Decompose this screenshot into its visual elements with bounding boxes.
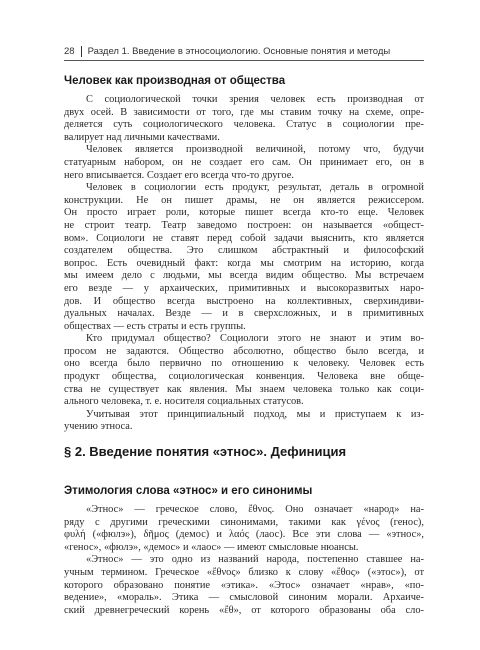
text-line: продукт общества, социологическая конвенция. Человека вне обще- [64,371,424,383]
text-line: ряду с другими греческими синонимами, такими как γένος (генос), [64,516,424,528]
paragraph [64,333,424,409]
paragraph [64,554,424,617]
running-header [64,46,424,57]
text-line: вом». Социологи не ставят перед собой задачи выяснить, кто является [64,232,424,244]
text-line: Человек является производной величиной, потому что, будучи [86,144,424,156]
text-line: ведение», «мораль». Этика — смысловой синоним морали. Архаиче- [64,592,424,604]
paragraph [64,504,424,554]
text-line: мы имеем дело с людьми, мы всегда видим общество. Мы встречаем [64,270,424,282]
chapter-section-heading: § 2. Введение понятия «этнос». Дефиниция [64,444,347,460]
text-line: учению этноса. [64,421,133,433]
text-line: Кто придумал общество? Социологи этого не знают и этим во- [86,333,424,345]
text-line: деляется суть социологического человека. Статус в социологии пре- [64,119,424,131]
text-line: просом не задаются. Общество абсолютно, общество было всегда, и [64,345,424,357]
text-line: создателем общества. Это слишком абстрактный и философский [64,245,424,257]
page-content [64,74,424,617]
section-body [64,504,424,617]
section-heading-human-as-derivative: Человек как производная от общества [64,75,286,87]
text-line: «Этнос» — греческое слово, ἔθνος. Оно означает «народ» на- [86,504,424,516]
text-line: «Этнос» — это одно из названий народа, постепенно ставшее на- [86,554,424,566]
paragraph [64,182,424,333]
text-line: вопрос. Есть очевидный факт: когда мы смотрим на историю, когда [64,257,424,269]
text-line: оно всегда было первично по отношению к человеку. Человек есть [64,358,424,370]
section-body [64,94,424,434]
paragraph [64,94,424,144]
paragraph [64,409,424,434]
text-line: Он просто играет роли, которые пишет всегда кто-то еще. Человек [64,207,424,219]
text-line: С социологической точки зрения человек есть производная от [86,94,424,105]
paragraph [64,144,424,182]
text-line: его везде — у архаических, примитивных и высокоразвитых наро- [64,282,424,294]
text-line: «генос», «фюлэ», «демос» и «лаос» — имеют смысловые нюансы. [64,541,359,553]
text-line: дуальных началах. Везде — и в сверхсложных, и в примитивных [64,308,424,320]
header-rule [64,60,424,61]
text-line: ального человека, т. е. носителя социальных статусов. [64,396,304,408]
text-line: Учитывая этот принципиальный подход, мы и приступаем к из- [86,408,424,420]
text-line: ства не существует как явления. Мы знаем человека только как соци- [64,383,424,395]
text-line: статуарным набором, он не создает его сам. Он принимает его, он в [64,156,424,168]
text-line: Человек в социологии есть продукт, результат, деталь в огромной [86,182,424,194]
text-line: дов. И общество всегда выстроено на коллективных, сверхиндиви- [64,295,424,307]
text-line: него вписывается. Создает его всегда что-то другое. [64,169,294,181]
text-line: двух осей. В зависимости от того, где мы ставим точку на схеме, опре- [64,106,424,118]
text-line: которого образовано понятие «этика». «Этос» означает «нрав», «по- [64,579,424,591]
section-heading-etymology: Этимология слова «этнос» и его синонимы [64,485,313,498]
text-line: φυλή («фюлэ»), δῆμος (демос) и λαός (лаос). Все эти слова — «этнос», [64,529,424,541]
text-line: валирует над личными качествами. [64,131,220,143]
page-number: 28 [64,46,75,57]
text-line: не строит театр. Театр заведомо построен: он называется «общест- [64,219,424,231]
header-separator [81,46,82,57]
text-line: конструкции. Не он пишет драмы, не он является режиссером. [64,194,424,206]
running-title: Раздел 1. Введение в этносоциологию. Основные понятия и методы [87,46,391,57]
text-line: обществах — есть страты и есть группы. [64,320,246,332]
text-line: учным термином. Греческое «ἔθνος» близко к слову «ἔθος» («этос»), от [64,567,424,578]
text-line: ский древнегреческий корень «ἔθ», от которого образованы оба сло- [64,604,424,616]
